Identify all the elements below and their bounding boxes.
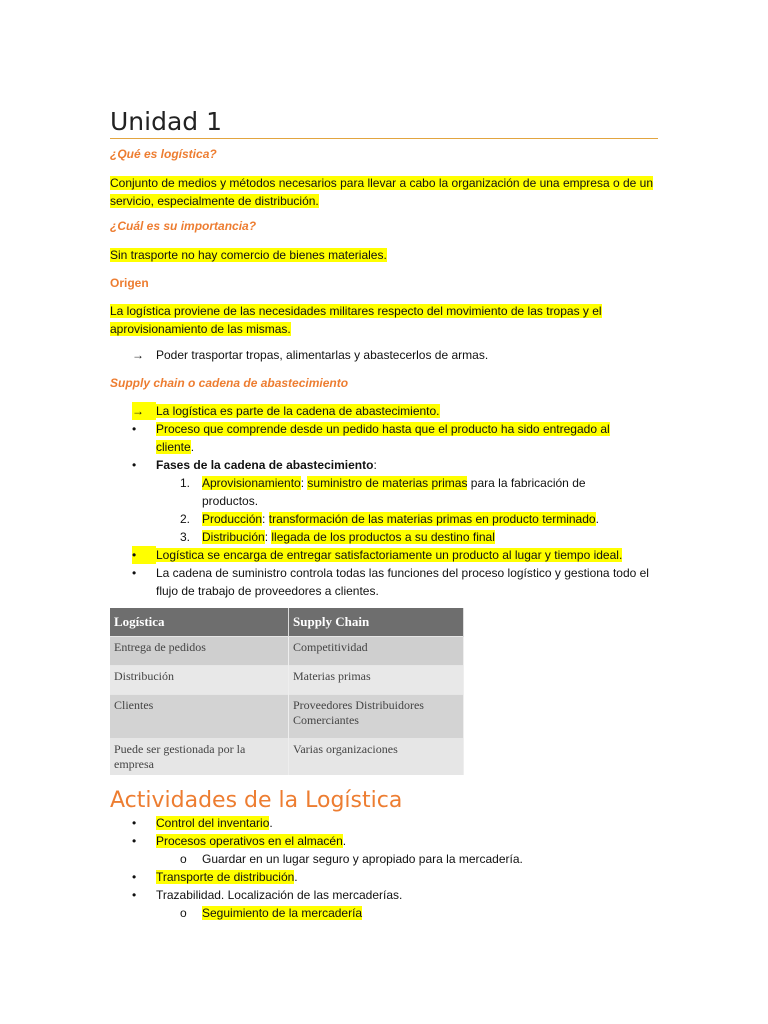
table-header: Logística bbox=[110, 608, 289, 637]
phase-name: Aprovisionamiento bbox=[202, 476, 301, 490]
phase-name: Producción bbox=[202, 512, 263, 526]
table-row bbox=[110, 739, 464, 776]
phase-desc: transformación de las materias primas en producto terminado bbox=[268, 512, 596, 526]
phase-sep: : bbox=[300, 476, 305, 490]
origin-text: La logística proviene de las necesidades militares respecto del movimiento de las tropas y el aprovisionamiento de las mismas. bbox=[110, 304, 602, 336]
phase-name: Distribución bbox=[202, 530, 265, 544]
phases-item bbox=[156, 456, 377, 474]
table-cell: Clientes bbox=[110, 695, 289, 739]
origin-paragraph bbox=[110, 302, 658, 338]
phases-colon: : bbox=[373, 458, 377, 472]
sub-bullet-icon: o bbox=[180, 852, 187, 866]
activity-tail: . bbox=[294, 870, 298, 884]
activity-sub-text: Seguimiento de la mercadería bbox=[202, 906, 363, 920]
bullet-icon: • bbox=[132, 888, 137, 902]
process-item bbox=[156, 420, 636, 456]
logistics-text: Logística se encarga de entregar satisfactoriamente un producto al lugar y tiempo ideal. bbox=[156, 548, 623, 562]
activity-item bbox=[156, 832, 346, 850]
table-cell: Entrega de pedidos bbox=[110, 637, 289, 666]
importance-paragraph bbox=[110, 246, 658, 264]
activity-tail: . bbox=[269, 816, 273, 830]
process-tail: . bbox=[190, 440, 195, 454]
supply-arrow-item bbox=[156, 402, 440, 420]
supply-arrow-text: La logística es parte de la cadena de abastecimiento. bbox=[156, 404, 440, 418]
bullet-icon: • bbox=[132, 566, 137, 580]
process-text: Proceso que comprende desde un pedido hasta que el producto ha sido entregado al cliente bbox=[156, 422, 610, 454]
phase-item-produccion bbox=[202, 510, 599, 528]
table-cell: Proveedores Distribuidores Comerciantes bbox=[289, 695, 464, 739]
activity-item bbox=[156, 868, 298, 886]
activity-sub-item bbox=[202, 904, 362, 922]
table-cell: Distribución bbox=[110, 666, 289, 695]
table-header-row bbox=[110, 608, 464, 637]
arrow-bullet-icon: → bbox=[132, 348, 144, 362]
activity-tail: . bbox=[342, 834, 347, 848]
phase-tail: para la fabricación de productos. bbox=[202, 476, 586, 508]
phase-sep: : bbox=[264, 530, 269, 544]
bullet-icon: • bbox=[132, 422, 137, 436]
activity-text: Procesos operativos en el almacén bbox=[156, 834, 343, 848]
table-row bbox=[110, 637, 464, 666]
activity-item: Trazabilidad. Localización de las mercaderías. bbox=[156, 888, 403, 902]
bullet-icon: • bbox=[132, 816, 137, 830]
bullet-icon: • bbox=[132, 834, 137, 848]
heading-importancia: ¿Cuál es su importancia? bbox=[110, 219, 257, 233]
title-underline bbox=[110, 138, 658, 139]
activity-item bbox=[156, 814, 273, 832]
phase-desc: llegada de los productos a su destino final bbox=[271, 530, 495, 544]
phase-item-aprovisionamiento bbox=[202, 474, 622, 510]
table-cell: Competitividad bbox=[289, 637, 464, 666]
phases-title: Fases de la cadena de abastecimiento bbox=[156, 458, 374, 472]
table-cell: Varias organizaciones bbox=[289, 739, 464, 776]
activity-sub-item: Guardar en un lugar seguro y apropiado para la mercadería. bbox=[202, 852, 523, 866]
page-title: Unidad 1 bbox=[110, 107, 222, 136]
phase-tail: . bbox=[595, 512, 599, 526]
bullet-icon: • bbox=[132, 458, 137, 472]
phase-item-distribucion bbox=[202, 528, 495, 546]
phase-desc: suministro de materias primas bbox=[307, 476, 468, 490]
supply-control-item: La cadena de suministro controla todas las funciones del proceso logístico y gestiona todo el flujo de trabajo de proveedores a clientes. bbox=[156, 566, 649, 598]
table-cell: Puede ser gestionada por la empresa bbox=[110, 739, 289, 776]
heading-actividades: Actividades de la Logística bbox=[110, 788, 403, 813]
bullet-icon: • bbox=[132, 546, 156, 564]
phase-number: 3. bbox=[180, 530, 191, 544]
heading-supply-chain: Supply chain o cadena de abastecimiento bbox=[110, 376, 349, 390]
table-cell: Materias primas bbox=[289, 666, 464, 695]
importance-text: Sin trasporte no hay comercio de bienes materiales. bbox=[110, 248, 387, 262]
phase-number: 1. bbox=[180, 476, 191, 490]
definition-paragraph bbox=[110, 174, 658, 210]
bullet-icon: • bbox=[132, 870, 137, 884]
origin-arrow-item: Poder trasportar tropas, alimentarlas y abastecerlos de armas. bbox=[156, 348, 489, 362]
comparison-table bbox=[110, 608, 464, 775]
table-header: Supply Chain bbox=[289, 608, 464, 637]
heading-origen: Origen bbox=[110, 276, 149, 290]
arrow-bullet-icon: → bbox=[132, 402, 156, 420]
activity-text: Transporte de distribución bbox=[156, 870, 295, 884]
phase-number: 2. bbox=[180, 512, 191, 526]
phase-sep: : bbox=[262, 512, 266, 526]
heading-que-es-logistica: ¿Qué es logística? bbox=[110, 147, 217, 161]
sub-bullet-icon: o bbox=[180, 906, 187, 920]
table-row bbox=[110, 695, 464, 739]
table-row bbox=[110, 666, 464, 695]
logistics-item bbox=[156, 546, 622, 564]
definition-text: Conjunto de medios y métodos necesarios para llevar a cabo la organización de una empresa o de un servicio, especialmente de distribución. bbox=[110, 176, 653, 208]
activity-text: Control del inventario bbox=[156, 816, 270, 830]
